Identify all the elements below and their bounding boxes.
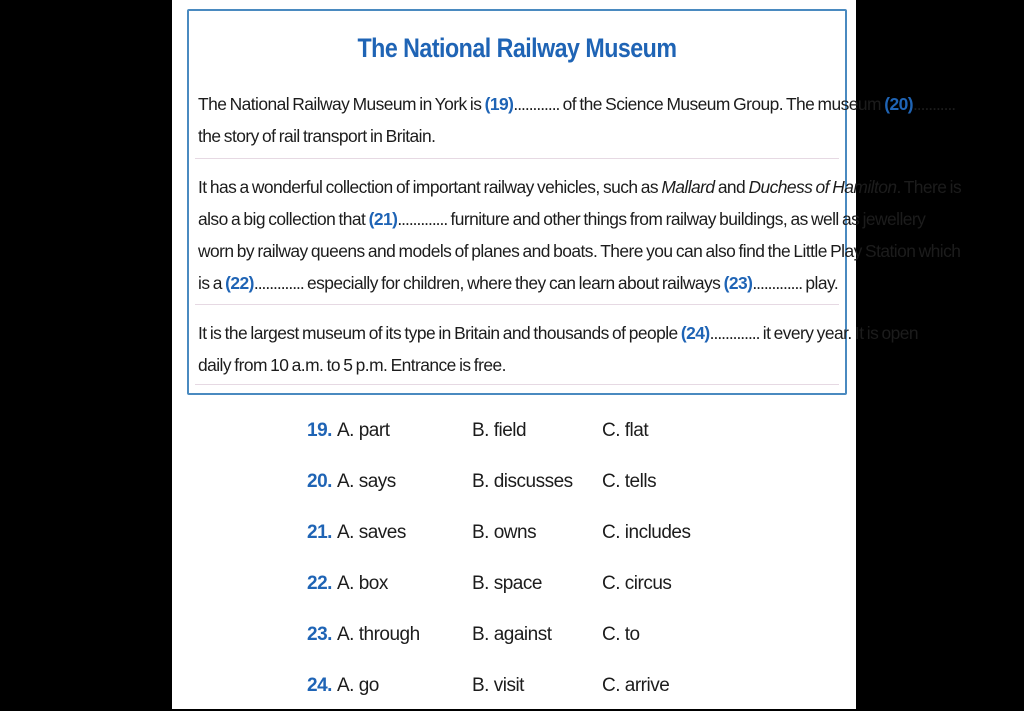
question-number: 20. bbox=[307, 471, 332, 492]
question-number: 21. bbox=[307, 522, 332, 543]
blank-number-19: (19) bbox=[484, 94, 514, 114]
option-c[interactable]: C. arrive bbox=[602, 675, 670, 696]
italic-title-duchess: Duchess of Hamilton bbox=[748, 177, 897, 197]
option-b[interactable]: B. visit bbox=[472, 675, 524, 696]
text-run: It is the largest museum of its type in Britain and thousands of people bbox=[198, 323, 681, 343]
option-c[interactable]: C. to bbox=[602, 624, 640, 645]
question-row-21 bbox=[172, 522, 856, 558]
blank-number-24: (24) bbox=[680, 323, 710, 343]
text-run: play. bbox=[802, 273, 839, 293]
question-row-23 bbox=[172, 624, 856, 660]
blank-24: ............. bbox=[709, 323, 760, 343]
text-run: It has a wonderful collection of important railway vehicles, such as bbox=[198, 177, 662, 197]
question-number: 19. bbox=[307, 420, 332, 441]
paragraph-line: the story of rail transport in Britain. bbox=[198, 126, 436, 146]
blank-number-22: (22) bbox=[225, 273, 254, 293]
option-a[interactable]: A. box bbox=[337, 573, 388, 594]
italic-title-mallard: Mallard bbox=[661, 177, 715, 197]
option-b[interactable]: B. against bbox=[472, 624, 552, 645]
text-run: of the Science Museum Group. The museum bbox=[559, 94, 885, 114]
option-b[interactable]: B. owns bbox=[472, 522, 537, 543]
blank-number-23: (23) bbox=[723, 273, 753, 293]
blank-23: ............. bbox=[752, 273, 803, 293]
option-c[interactable]: C. flat bbox=[602, 420, 649, 441]
question-row-24 bbox=[172, 675, 856, 711]
option-b[interactable]: B. space bbox=[472, 573, 542, 594]
question-row-22 bbox=[172, 573, 856, 609]
text-run: and bbox=[714, 177, 749, 197]
option-b[interactable]: B. field bbox=[472, 420, 527, 441]
question-row-19 bbox=[172, 420, 856, 456]
text-run: is a bbox=[198, 273, 226, 293]
blank-21: ............. bbox=[397, 209, 448, 229]
text-run: especially for children, where they can learn about railways bbox=[303, 273, 724, 293]
option-a[interactable]: A. saves bbox=[337, 522, 406, 543]
text-run: it every year. It is open bbox=[759, 323, 918, 343]
blank-19: ............ bbox=[513, 94, 560, 114]
text-run: . There is bbox=[896, 177, 962, 197]
option-a[interactable]: A. says bbox=[337, 471, 396, 492]
option-b[interactable]: B. discusses bbox=[472, 471, 573, 492]
blank-number-20: (20) bbox=[884, 94, 913, 114]
question-row-20 bbox=[172, 471, 856, 507]
blank-number-21: (21) bbox=[368, 209, 398, 229]
worksheet-page bbox=[172, 0, 962, 709]
blank-20: ........... bbox=[912, 94, 956, 114]
option-a[interactable]: A. through bbox=[337, 624, 420, 645]
paragraph-line: worn by railway queens and models of planes and boats. There you can also find the Little Play Station which bbox=[198, 241, 961, 261]
question-number: 22. bbox=[307, 573, 332, 594]
passage-title: The National Railway Museum bbox=[357, 33, 677, 63]
paragraph-line: daily from 10 a.m. to 5 p.m. Entrance is free. bbox=[198, 355, 506, 375]
question-number: 24. bbox=[307, 675, 332, 696]
question-number: 23. bbox=[307, 624, 332, 645]
text-run: furniture and other things from railway buildings, as well as jewellery bbox=[447, 209, 926, 229]
option-a[interactable]: A. part bbox=[337, 420, 390, 441]
text-run: The National Railway Museum in York is bbox=[198, 94, 485, 114]
option-c[interactable]: C. circus bbox=[602, 573, 672, 594]
option-c[interactable]: C. includes bbox=[602, 522, 691, 543]
text-run: also a big collection that bbox=[198, 209, 369, 229]
option-a[interactable]: A. go bbox=[337, 675, 379, 696]
blank-22: ............. bbox=[253, 273, 304, 293]
option-c[interactable]: C. tells bbox=[602, 471, 657, 492]
